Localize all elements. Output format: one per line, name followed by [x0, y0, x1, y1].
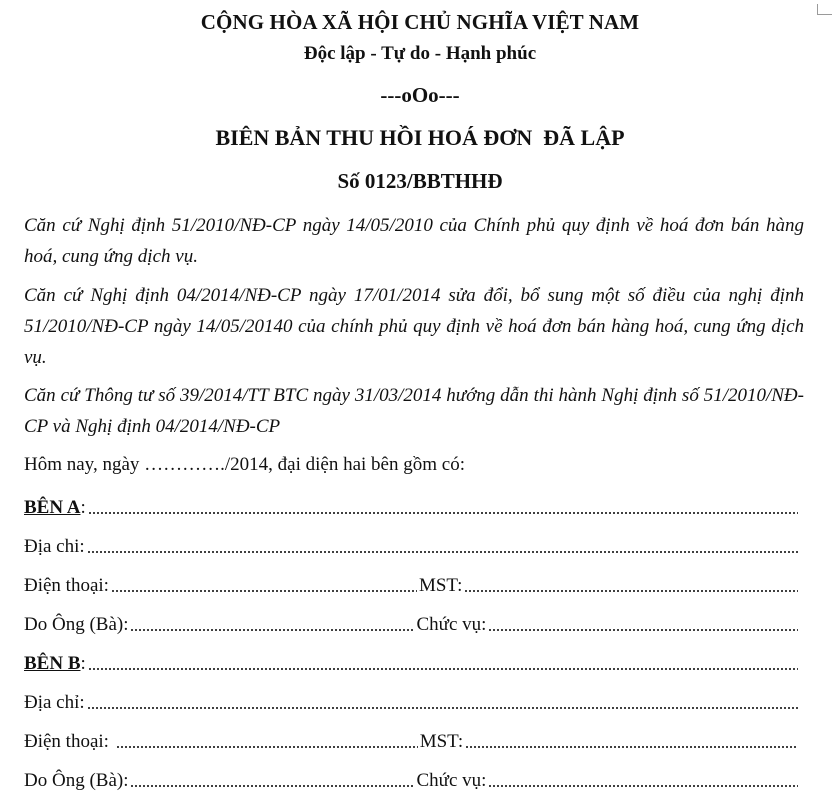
party-a-rep-label: Do Ông (Bà):	[24, 614, 129, 635]
nation-heading: CỘNG HÒA XÃ HỘI CHỦ NGHĨA VIỆT NAM	[200, 10, 640, 34]
party-b-address-label: Địa chỉ:	[24, 692, 85, 713]
party-b-tax-label: MST:	[419, 731, 464, 752]
party-a-rep-field[interactable]	[130, 628, 414, 632]
party-b-name-field[interactable]	[88, 667, 798, 671]
party-b-address-field[interactable]	[87, 706, 798, 710]
meeting-intro: Hôm nay, ngày …………./2014, đại diện hai bên gồm có:	[24, 454, 465, 475]
legal-basis-3: Căn cứ Thông tư số 39/2014/TT BTC ngày 31/03/2014 hướng dẫn thi hành Nghị định số 51/2010/NĐ-CP và Nghị định 04/2014/NĐ-CP	[24, 385, 804, 437]
party-b-position-field[interactable]	[488, 784, 798, 788]
party-a-phone-row	[24, 572, 800, 600]
party-b-label: BÊN B	[24, 653, 81, 674]
party-a-colon: :	[80, 497, 86, 518]
legal-basis-2: Căn cứ Nghị định 04/2014/NĐ-CP ngày 17/01/2014 sửa đổi, bổ sung một số điều của nghị định 51/2010/NĐ-CP ngày 14/05/20140 của chính phủ quy định về hoá đơn bán hàng hoá, cung ứng dịch vụ.	[24, 285, 804, 368]
party-b-rep-label: Do Ông (Bà):	[24, 770, 129, 791]
party-a-address-field[interactable]	[87, 550, 798, 554]
party-a-phone-label: Điện thoại:	[24, 575, 109, 596]
party-a-address-label: Địa chi:	[24, 536, 85, 557]
party-a-row	[24, 494, 800, 522]
party-b-rep-field[interactable]	[130, 784, 414, 788]
party-b-position-label: Chức vụ:	[416, 770, 487, 791]
party-a-tax-label: MST:	[418, 575, 463, 596]
motto-heading: Độc lập - Tự do - Hạnh phúc	[303, 43, 537, 64]
party-b-phone-label: Điện thoại:	[24, 731, 114, 752]
party-b-phone-field[interactable]	[116, 745, 418, 749]
party-a-position-label: Chức vụ:	[416, 614, 487, 635]
party-b-colon: :	[80, 653, 86, 674]
party-b-phone-row	[24, 728, 800, 756]
party-b-row	[24, 650, 800, 678]
document-number: Số 0123/BBTHHĐ	[337, 169, 503, 193]
party-a-phone-field[interactable]	[111, 589, 417, 593]
legal-basis-1: Căn cứ Nghị định 51/2010/NĐ-CP ngày 14/05/2010 của Chính phủ quy định về hoá đơn bán hàng hoá, cung ứng dịch vụ.	[24, 215, 804, 267]
party-a-name-field[interactable]	[88, 511, 798, 515]
party-a-tax-field[interactable]	[464, 589, 798, 593]
party-a-position-field[interactable]	[488, 628, 798, 632]
document-title: BIÊN BẢN THU HỒI HOÁ ĐƠN ĐÃ LẬP	[215, 125, 625, 150]
party-b-tax-field[interactable]	[465, 745, 798, 749]
party-a-rep-row	[24, 611, 800, 639]
party-a-label: BÊN A	[24, 497, 81, 518]
party-b-rep-row	[24, 767, 800, 795]
decorative-separator: ---oOo---	[380, 83, 460, 107]
party-a-address-row	[24, 533, 800, 561]
party-b-address-row	[24, 689, 800, 717]
